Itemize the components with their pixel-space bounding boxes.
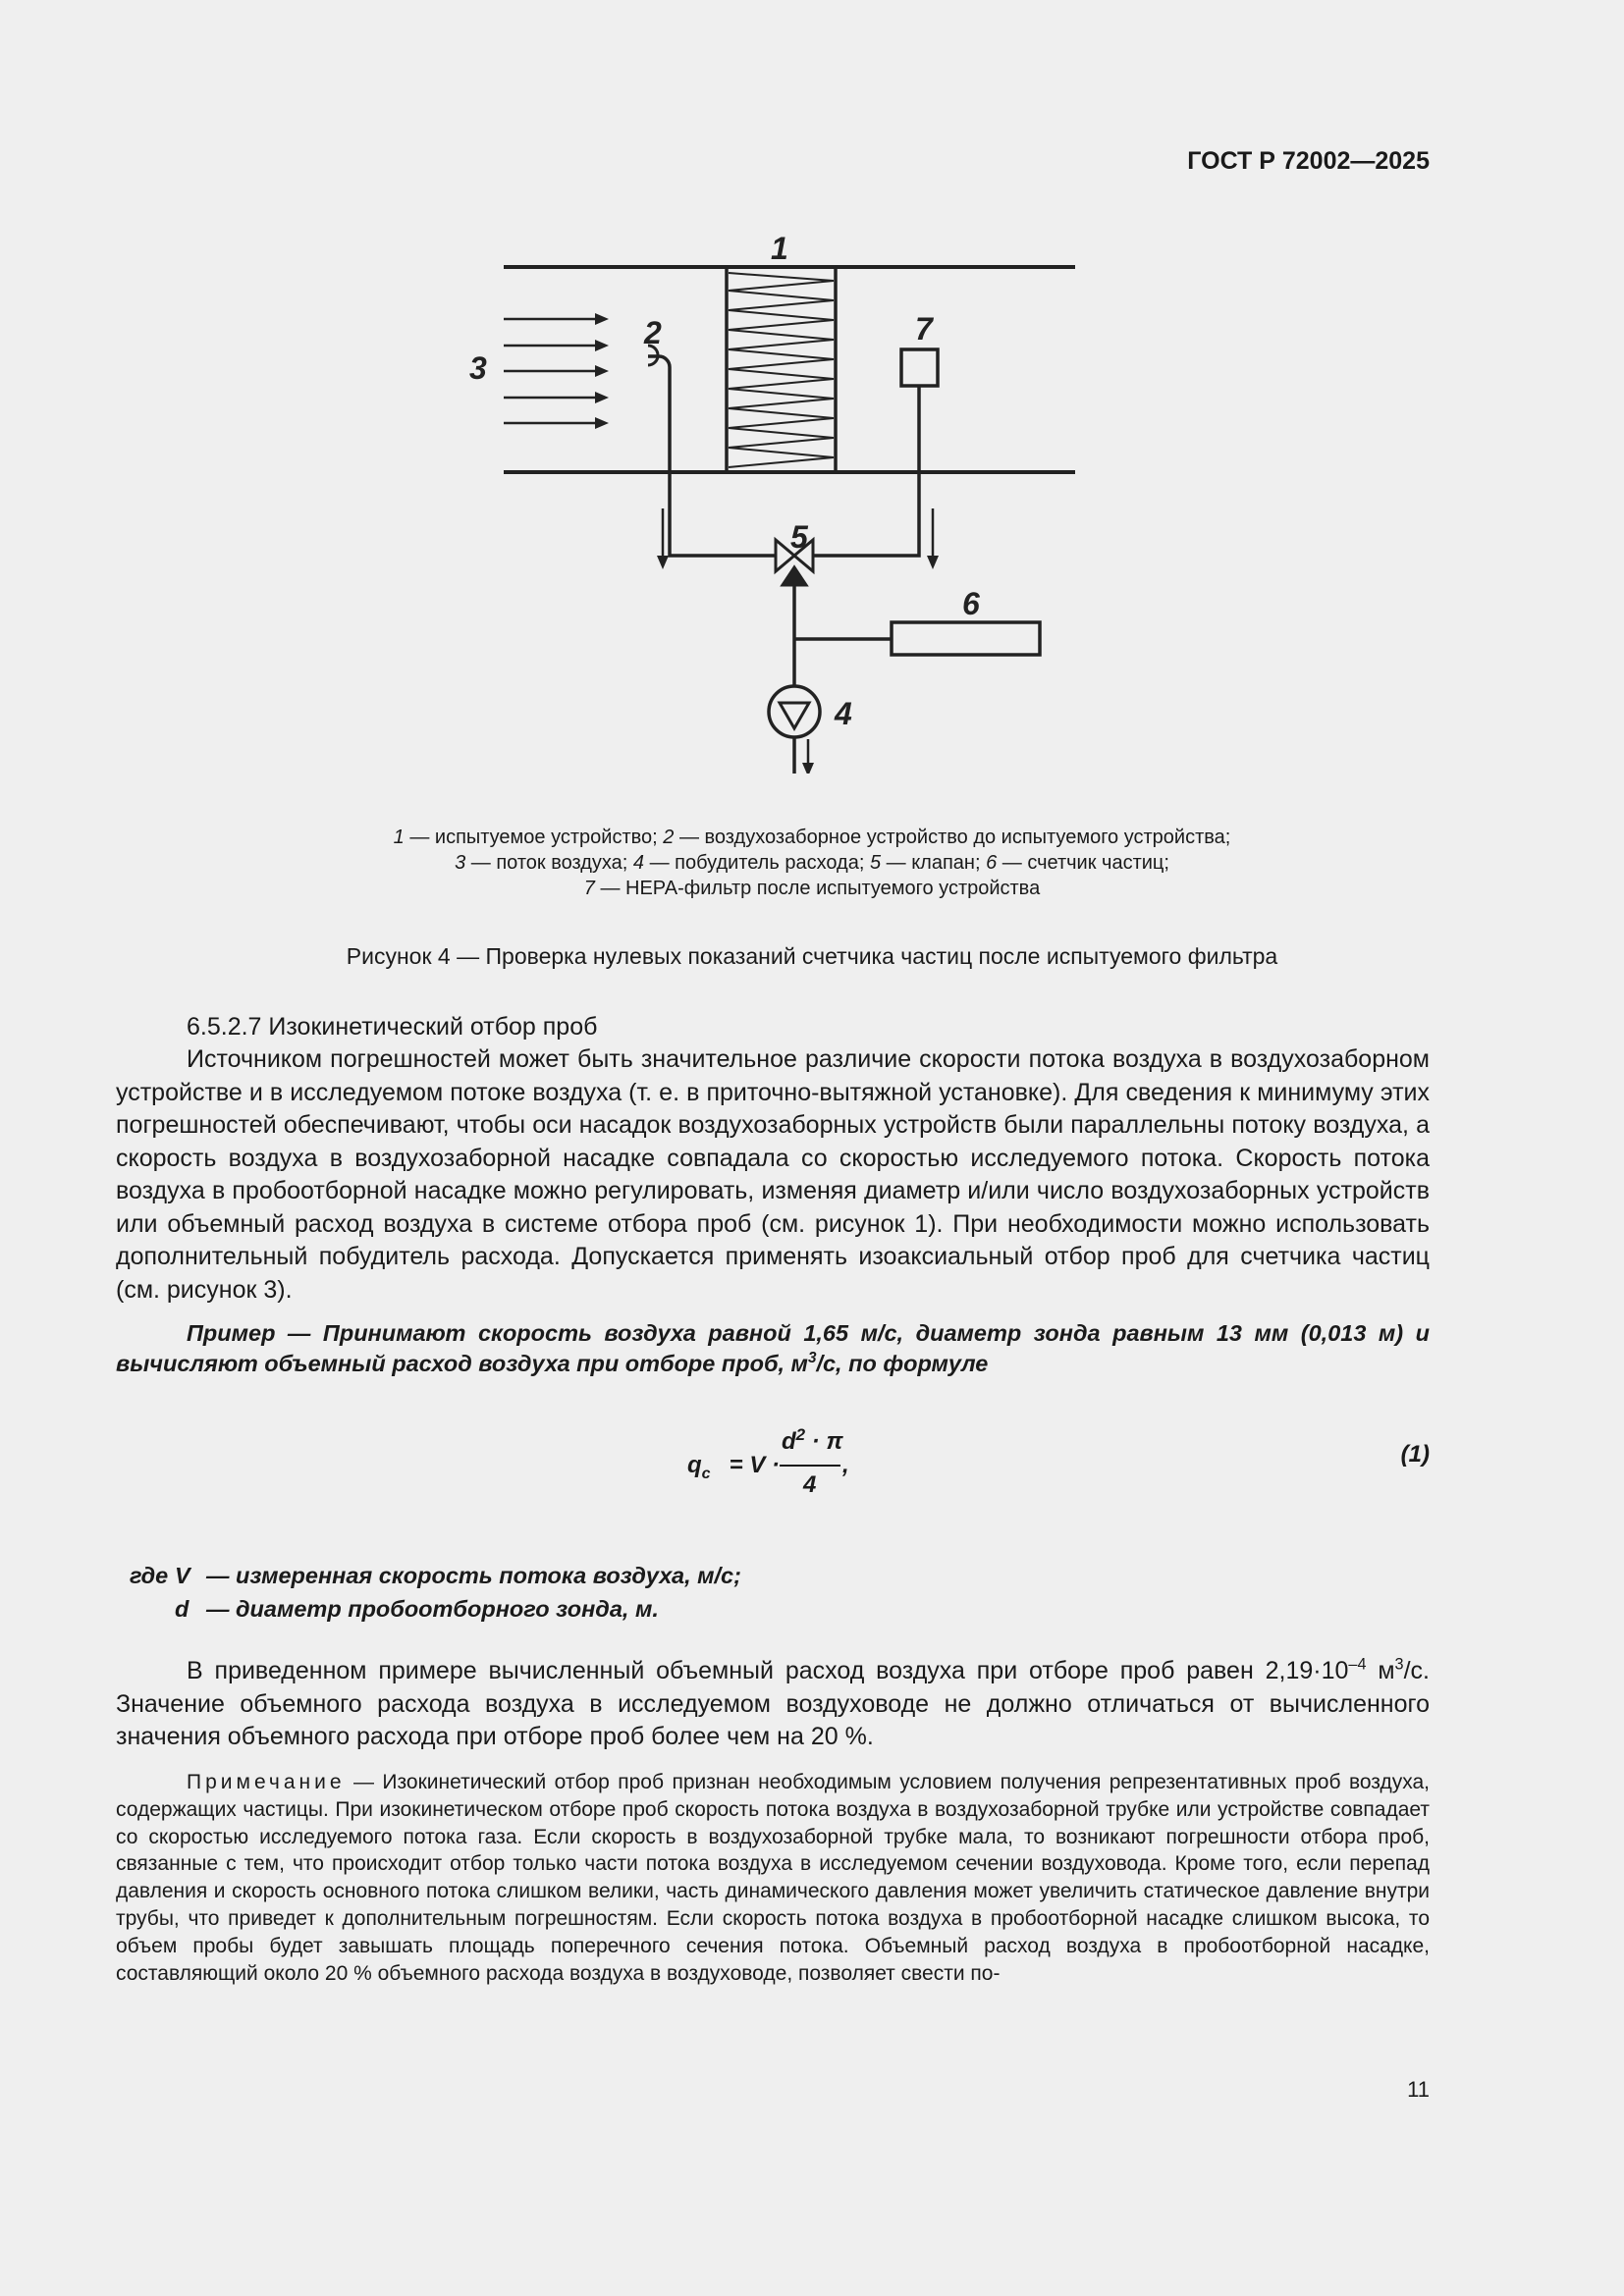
particle-counter-box — [892, 622, 1040, 655]
formula-numerator: $d^2 \cdot \pi$ — [782, 1425, 843, 1455]
label-2: 2 — [644, 315, 662, 350]
where-d-description: — диаметр пробоотборного зонда, м. — [206, 1596, 659, 1622]
formula-denominator: 4 — [803, 1471, 817, 1498]
section-paragraph: Источником погрешностей может быть значительное различие скорости потока воздуха в воздухозаборном устройстве и в исследуемом потоке воздуха (т. е. в приточно-вытяжной установке). Для сведения к минимуму этих погрешностей обеспечивают, чтобы оси насадок воздухозаборных устройств были параллельны потоку воздуха, а скорость воздуха в воздухозаборной насадке совпадала со скоростью исследуемого потока. Скорость потока воздуха в пробоотборной насадке можно регулировать, изменяя диаметр и/или число воздухозаборных устройств или объемный расход воздуха в системе отбора проб (см. рисунок 1). При необходимости можно использовать дополнительный побудитель расхода. Допускается применять изоаксиальный отбор проб для счетчика частиц (см. рисунок 3). — [116, 1045, 1430, 1304]
figure-legend-line-2: 3 — поток воздуха; 4 — побудитель расхода; 5 — клапан; 6 — счетчик частиц; — [455, 852, 1169, 874]
formula-comma: , — [842, 1452, 849, 1478]
fraction-bar — [780, 1465, 840, 1467]
page-number: 11 — [1407, 2077, 1430, 2102]
formula-lhs: $q_c$ — [687, 1452, 711, 1482]
label-6: 6 — [962, 586, 980, 621]
where-label: где — [130, 1563, 169, 1588]
result-paragraph: В приведенном примере вычисленный объемный расход воздуха при отборе проб равен $2,19\cdot 10^{-4}$ $м^3/с$. Значение объемного расхода воздуха в исследуемом воздуховоде не должно отличаться от вычисленного значения объемного расхода при отборе проб более чем на 20 %. — [116, 1655, 1430, 1750]
pump-triangle — [780, 703, 809, 728]
figure-legend-line-1: 1 — испытуемое устройство; 2 — воздухозаборное устройство до испытуемого устройства; — [393, 827, 1231, 848]
label-3: 3 — [469, 350, 487, 386]
label-5: 5 — [790, 519, 808, 555]
valve-stem-triangle — [783, 567, 806, 585]
hepa-filter-box — [901, 349, 938, 386]
airflow-arrows — [504, 319, 597, 423]
where-v-symbol: V — [175, 1563, 190, 1588]
note-paragraph: Примечание — Изокинетический отбор проб признан необходимым условием получения репрезентативных проб воздуха, содержащих частицы. При изокинетическом отборе проб скорость потока воздуха в воздухозаборной трубке или устройстве совпадает со скоростью исследуемого потока газа. Если скорость в воздухозаборной трубке мала, то возникают погрешности отбора проб, связанные с тем, что происходит отбор только части потока воздуха в исследуемом сечении воздуховода. Кроме того, если перепад давления и скорость основного потока слишком велики, часть динамического давления может увеличить статическое давление внутри трубы, что приведет к дополнительным погрешностям. Если скорость потока воздуха в пробоотборной насадке слишком высока, то объем пробы будет завышать площадь поперечного сечения потока. Объемный расход воздуха в пробоотборной насадке, составляющий около 20 % объемного расхода воздуха в воздуховоде, позволяет свести по- — [116, 1771, 1430, 1985]
filter-zigzag — [729, 273, 834, 467]
note-label: Примечание — [187, 1771, 346, 1793]
label-7: 7 — [915, 311, 933, 347]
where-v-description: — измеренная скорость потока воздуха, м/с; — [206, 1563, 741, 1588]
figure-legend-line-3: 7 — НЕРА-фильтр после испытуемого устройства — [583, 878, 1041, 899]
formula — [687, 1425, 962, 1517]
where-d-symbol: d — [175, 1596, 189, 1622]
example-paragraph: Пример — Принимают скорость воздуха равной 1,65 м/с, диаметр зонда равным 13 мм (0,013 м) и вычисляют объемный расход воздуха при отборе проб, $м^3/с$, по формуле — [116, 1320, 1430, 1376]
formula-number: (1) — [1400, 1441, 1430, 1468]
section-heading: 6.5.2.7 Изокинетический отбор проб — [187, 1013, 598, 1041]
figure-caption: Рисунок 4 — Проверка нулевых показаний счетчика частиц после испытуемого фильтра — [346, 943, 1278, 969]
figure-diagram — [452, 224, 1100, 774]
standard-code: ГОСТ Р 72002—2025 — [1187, 147, 1430, 175]
label-1: 1 — [771, 231, 788, 266]
label-4: 4 — [835, 696, 852, 731]
formula-eq: = V · — [723, 1452, 781, 1478]
